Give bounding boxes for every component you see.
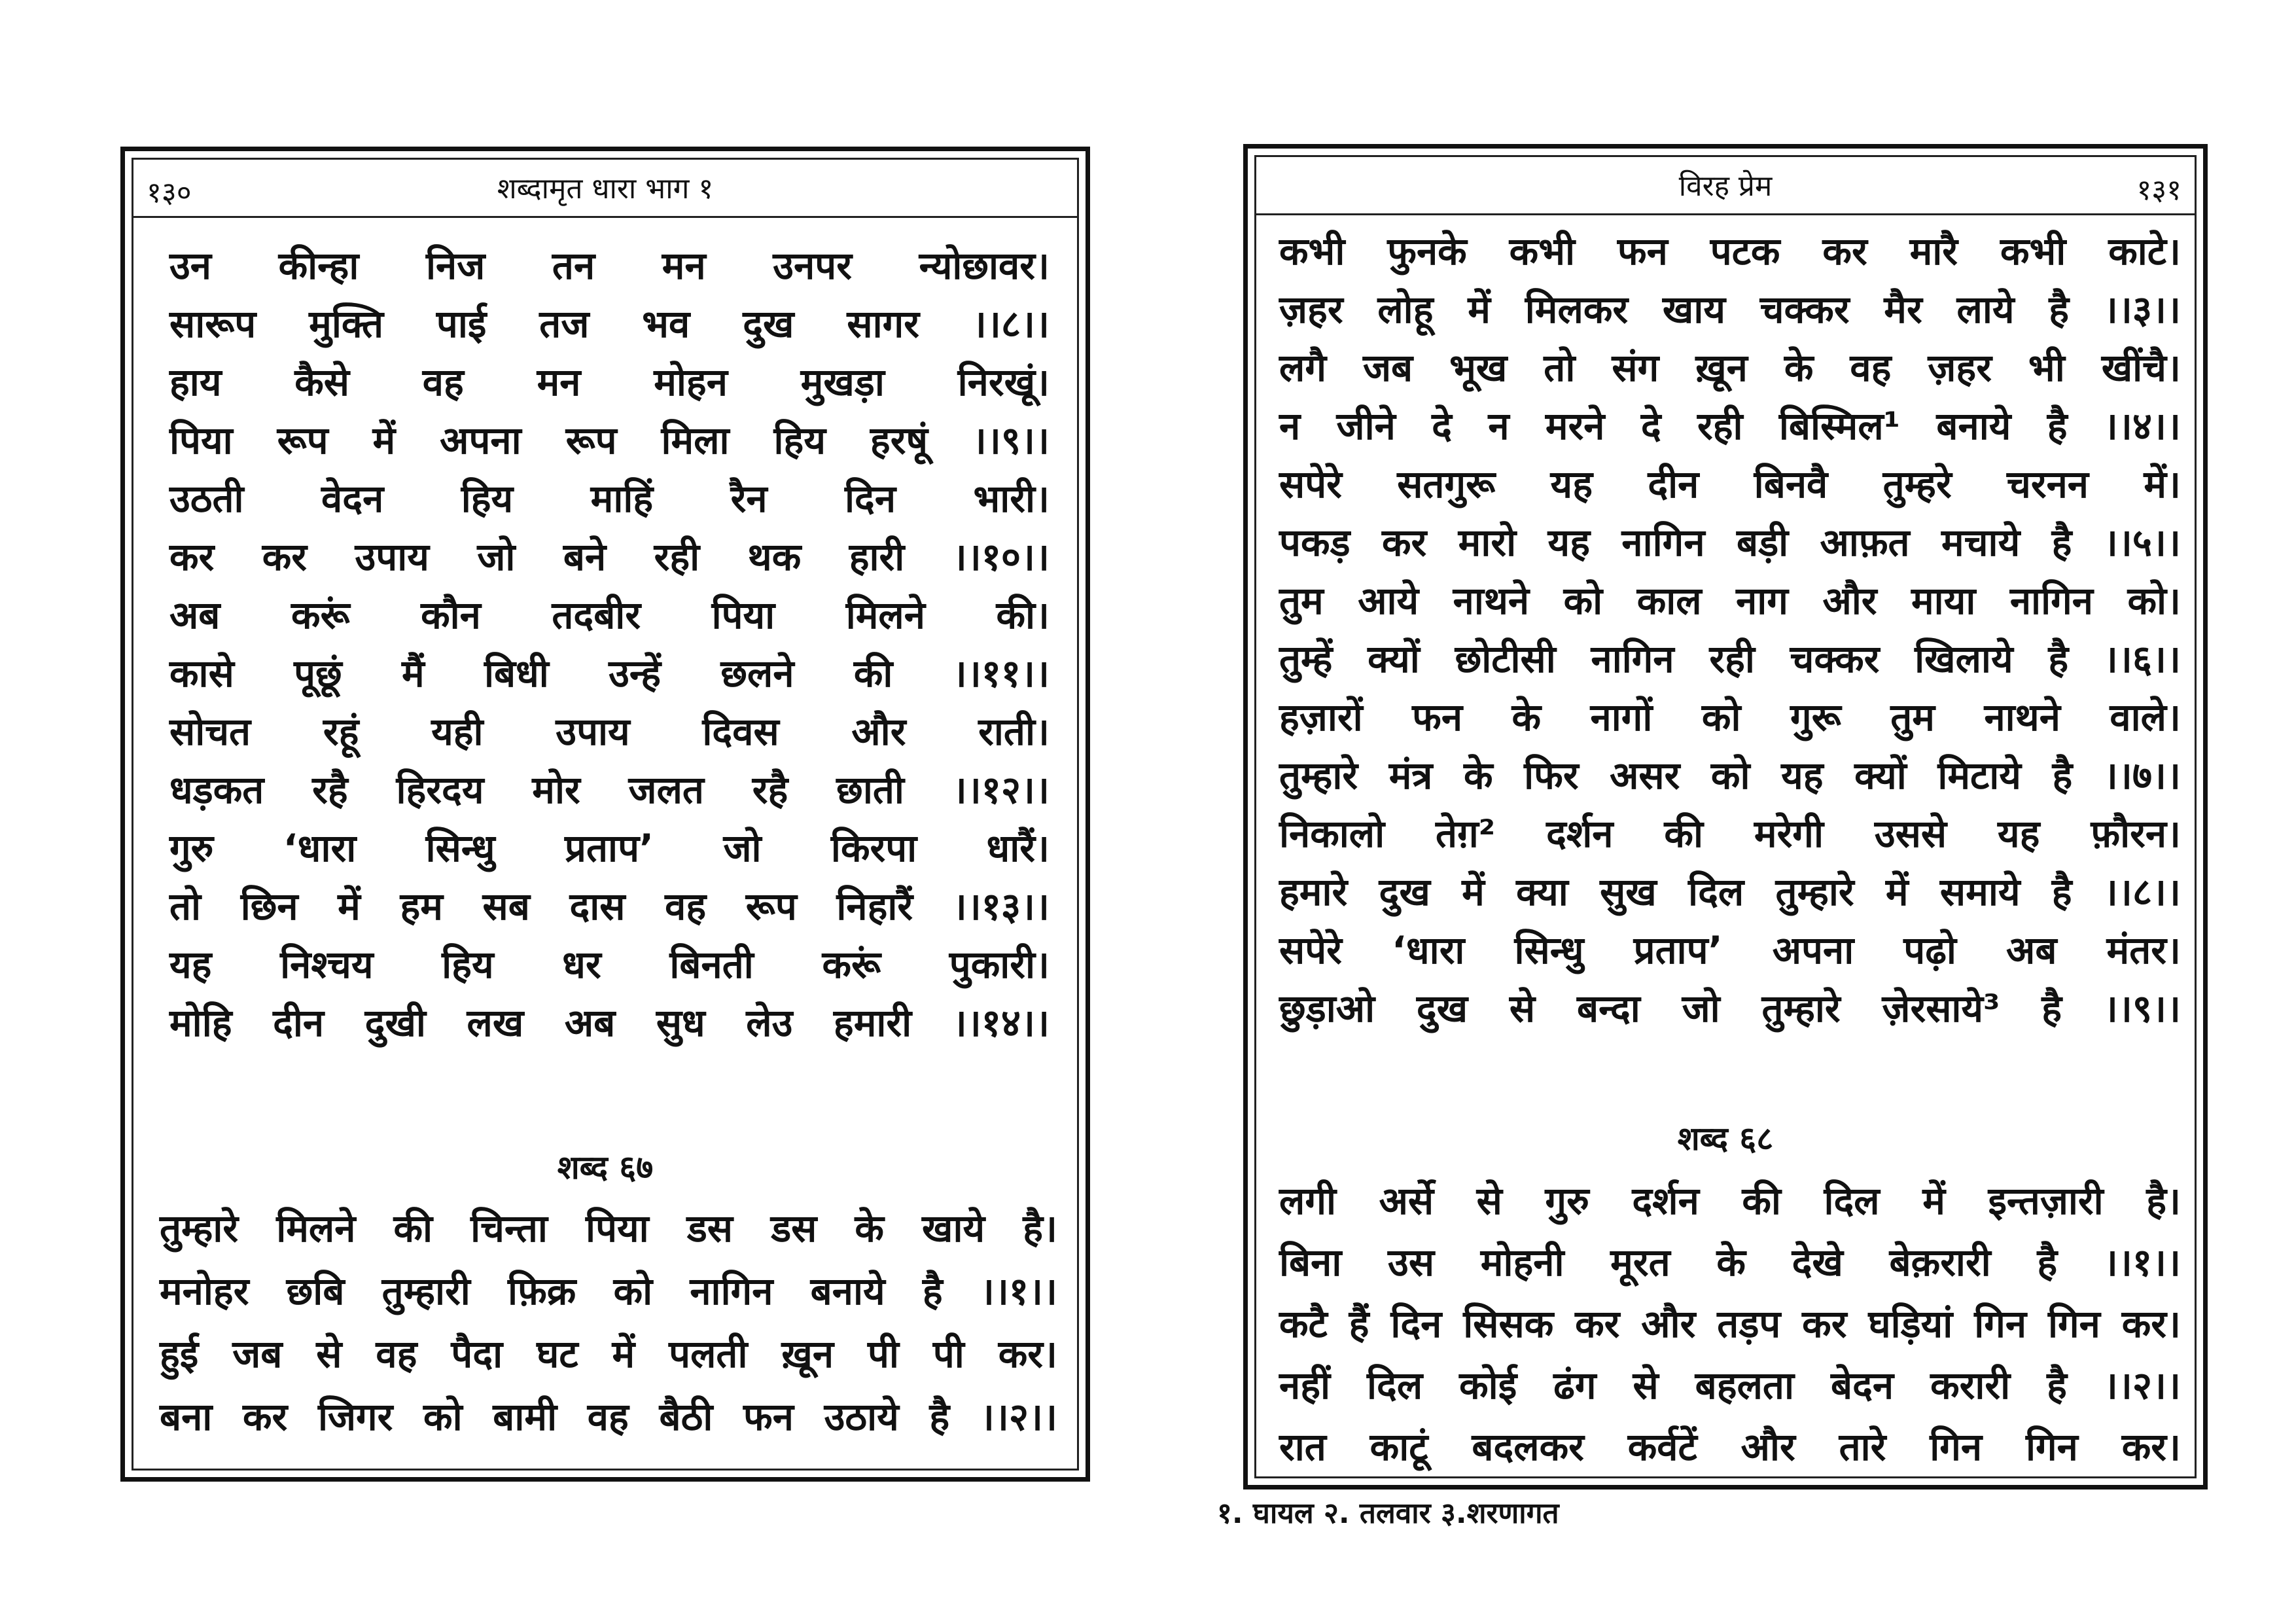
left-page-header [133,160,1077,218]
right-page [1243,144,2208,1489]
verse-line: रात काटूं बदलकर कर्वटें और तारे गिन गिन कर। [1279,1425,2181,1469]
verse-line: तुम आये नाथने को काल नाग और माया नागिन को। [1279,579,2181,623]
verse-line: तुम्हें क्यों छोटीसी नागिन रही चक्कर खिलाये है ।।६।। [1279,637,2181,681]
verse-line: नहीं दिल कोई ढंग से बहलता बेदन करारी है ।।२।। [1279,1363,2181,1408]
verse-line: सपेरे सतगुरू यह दीन बिनवै तुम्हरे चरनन में। [1279,462,2181,507]
running-title: शब्दामृत धारा भाग १ [497,172,714,205]
verse-line: अब करूं कौन तदबीर पिया मिलने की। [169,593,1050,637]
footnotes: १. घायल २. तलवार ३.शरणागत [1217,1497,1559,1530]
verse-line: पकड़ कर मारो यह नागिन बड़ी आफ़त मचाये है ।।५।। [1279,520,2181,565]
verse-line: हमारे दुख में क्या सुख दिल तुम्हारे में समाये है ।।८।। [1279,870,2181,914]
verse-line: कटै हैं दिन सिसक कर और तड़प कर घड़ियां गिन गिन कर। [1279,1302,2181,1346]
verse-line: उन कीन्हा निज तन मन उनपर न्योछावर। [169,243,1050,288]
right-page-header [1256,157,2195,215]
verse-line: सारूप मुक्ति पाई तज भव दुख सागर ।।८।। [169,302,1050,346]
verse-line: कभी फुनके कभी फन पटक कर मारै कभी काटे। [1279,229,2181,274]
verse-line: हाय कैसे वह मन मोहन मुखड़ा निरखूं। [169,360,1050,404]
verse-line: निकालो तेग़² दर्शन की मरेगी उससे यह फ़ौरन। [1279,812,2181,856]
verse-line: बना कर जिगर को बामी वह बैठी फन उठाये है ।।२।। [160,1395,1057,1439]
page-number: १३१ [2136,173,2181,207]
verse-line: पिया रूप में अपना रूप मिला हिय हरषूं ।।९।। [169,418,1050,463]
verse-line: गुरु ‘धारा सिन्धु प्रताप’ जो किरपा धारैं। [169,826,1050,870]
verse-line: ज़हर लोहू में मिलकर खाय चक्कर मैर लाये है ।।३।। [1279,287,2181,332]
verse-line: छुड़ाओ दुख से बन्दा जो तुम्हारे ज़ेरसाये³ है ।।९।। [1279,986,2181,1031]
verse-line: कर कर उपाय जो बने रही थक हारी ।।१०।। [169,535,1050,579]
verse-line: मनोहर छबि तुम्हारी फ़िक्र को नागिन बनाये है ।।१।। [160,1269,1057,1313]
page-number: १३० [147,176,192,209]
verse-line: धड़कत रहै हिरदय मोर जलत रहै छाती ।।१२।। [169,768,1050,812]
verse-line: लगी अर्से से गुरु दर्शन की दिल में इन्तज़ारी है। [1279,1179,2181,1223]
shabd-heading: शब्द ६८ [1677,1120,1774,1158]
verse-line: हज़ारों फन के नागों को गुरू तुम नाथने वाले। [1279,695,2181,740]
shabd-heading: शब्द ६७ [557,1149,654,1186]
right-page-frame [1254,155,2197,1478]
verse-line: तुम्हारे मंत्र के फिर असर को यह क्यों मिटाये है ।।७।। [1279,753,2181,798]
verse-line: हुई जब से वह पैदा घट में पलती ख़ून पी पी कर। [160,1332,1057,1376]
running-title: विरह प्रेम [1678,169,1773,203]
verse-block [1279,1170,2181,1478]
verse-line: उठती वेदन हिय माहिं रैन दिन भारी। [169,476,1050,521]
verse-line: कासे पूछूं मैं बिधी उन्हें छलने की ।।११।। [169,651,1050,696]
left-page [120,147,1090,1482]
left-page-frame [132,158,1079,1471]
verse-line: यह निश्चय हिय धर बिनती करूं पुकारी। [169,942,1050,987]
verse-line: बिना उस मोहनी मूरत के देखे बेक़रारी है ।।१।। [1279,1240,2181,1285]
verse-line: सोचत रहूं यही उपाय दिवस और राती। [169,709,1050,754]
verse-line: सपेरे ‘धारा सिन्धु प्रताप’ अपना पढ़ो अब मंतर। [1279,928,2181,972]
verse-line: न जीने दे न मरने दे रही बिस्मिल¹ बनाये है ।।४।। [1279,404,2181,448]
verse-line: लगै जब भूख तो संग ख़ून के वह ज़हर भी खींचै। [1279,346,2181,390]
verse-line: तो छिन में हम सब दास वह रूप निहारैं ।।१३।। [169,884,1050,929]
verse-block [1279,223,2181,1038]
verse-block [169,237,1050,1052]
verse-line: तुम्हारे मिलने की चिन्ता पिया डस डस के खाये है। [160,1206,1057,1251]
verse-block [160,1197,1057,1448]
verse-line: मोहि दीन दुखी लख अब सुध लेउ हमारी ।।१४।। [169,1001,1050,1045]
